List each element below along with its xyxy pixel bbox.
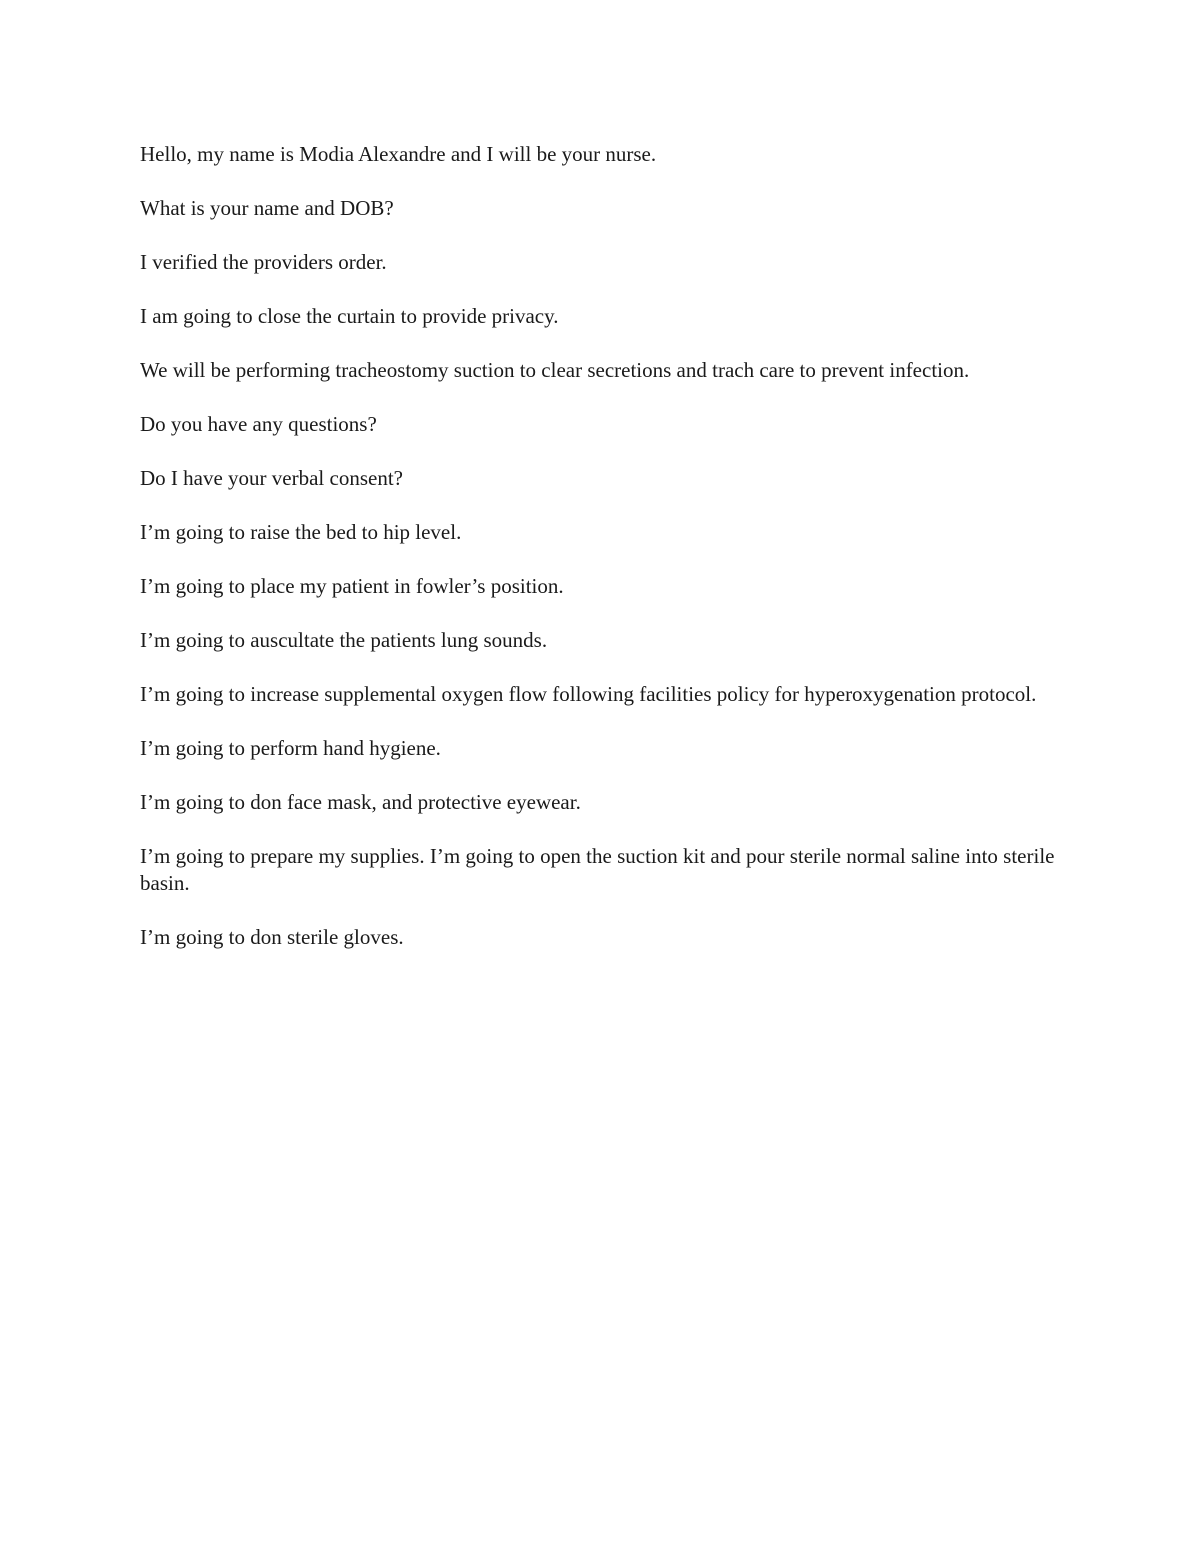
paragraph-greeting: Hello, my name is Modia Alexandre and I will be your nurse. (140, 142, 657, 166)
paragraph-sterile-gloves: I’m going to don sterile gloves. (140, 925, 404, 949)
paragraph-fowlers-position: I’m going to place my patient in fowler’s position. (140, 574, 564, 598)
paragraph-hand-hygiene: I’m going to perform hand hygiene. (140, 736, 441, 760)
paragraph-prepare-supplies: I’m going to prepare my supplies. I’m going to open the suction kit and pour sterile normal saline into sterile basin. (140, 844, 1055, 895)
paragraph-hyperoxygenation: I’m going to increase supplemental oxygen flow following facilities policy for hyperoxygenation protocol. (140, 682, 1037, 706)
paragraph-procedure-explanation: We will be performing tracheostomy suction to clear secretions and trach care to prevent infection. (140, 358, 970, 382)
paragraph-auscultate: I’m going to auscultate the patients lung sounds. (140, 628, 548, 652)
paragraph-don-ppe: I’m going to don face mask, and protective eyewear. (140, 790, 581, 814)
paragraph-identify-patient: What is your name and DOB? (140, 196, 394, 220)
paragraph-questions: Do you have any questions? (140, 412, 377, 436)
paragraph-consent: Do I have your verbal consent? (140, 466, 403, 490)
document-body (140, 141, 1070, 978)
paragraph-raise-bed: I’m going to raise the bed to hip level. (140, 520, 462, 544)
paragraph-verify-order: I verified the providers order. (140, 250, 387, 274)
paragraph-privacy: I am going to close the curtain to provide privacy. (140, 304, 559, 328)
